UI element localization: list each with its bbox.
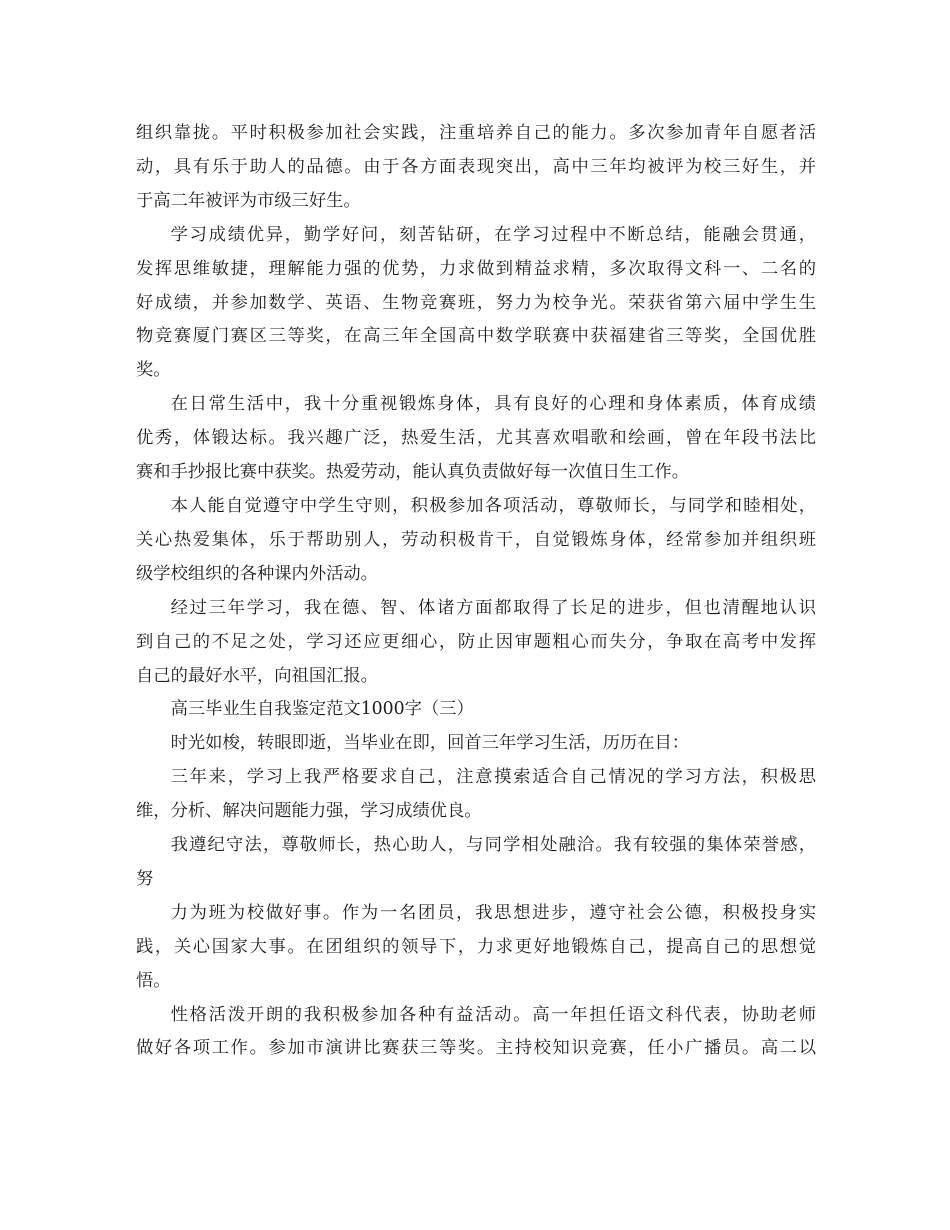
text-line: 时光如梭，转眼即逝，当毕业在即，回首三年学习生活，历历在目： [170,733,690,754]
text-line: 性格活泼开朗的我积极参加各种有益活动。高一年担任语文科代表，协助老师 [170,1004,816,1025]
text-line: 物竞赛厦门赛区三等奖，在高三年全国高中数学联赛中获福建省三等奖，全国优胜 [136,326,816,347]
text-line: 经过三年学习，我在德、智、体诸方面都取得了长足的进步，但也清醒地认识 [170,597,816,618]
text-line: 于高二年被评为市级三好生。 [136,190,361,211]
text-line: 优秀，体锻达标。我兴趣广泛，热爱生活，尤其喜欢唱歌和绘画，曾在年段书法比 [136,428,816,449]
text-line: 学习成绩优异，勤学好问，刻苦钻研，在学习过程中不断总结，能融会贯通， [170,224,816,245]
text-line: 到自己的不足之处，学习还应更细心，防止因审题粗心而失分，争取在高考中发挥 [136,631,816,652]
text-line: 我遵纪守法，尊敬师长，热心助人，与同学相处融洽。我有较强的集体荣誉感， [170,835,816,856]
text-line: 维，分析、解决问题能力强，学习成绩优良。 [136,801,482,822]
text-line: 践，关心国家大事。在团组织的领导下，力求更好地锻炼自己，提高自己的思想觉 [136,936,816,957]
text-line: 自己的最好水平，向祖国汇报。 [136,665,378,686]
text-line: 努 [136,868,154,889]
text-line: 悟。 [136,970,171,991]
text-line: 力为班为校做好事。作为一名团员，我思想进步，遵守社会公德，积极投身实 [170,902,816,923]
text-line: 好成绩，并参加数学、英语、生物竞赛班，努力为校争光。荣获省第六届中学生生 [136,292,816,313]
text-line: 奖。 [136,360,171,381]
text-line: 做好各项工作。参加市演讲比赛获三等奖。主持校知识竞赛，任小广播员。高二以 [136,1038,816,1059]
text-line: 三年来，学习上我严格要求自己，注意摸索适合自己情况的学习方法，积极思 [170,767,816,788]
text-line: 组织靠拢。平时积极参加社会实践，注重培养自己的能力。多次参加青年自愿者活 [136,123,816,143]
text-line: 动，具有乐于助人的品德。由于各方面表现突出，高中三年均被评为校三好生，并 [136,156,816,177]
text-line: 发挥思维敏捷，理解能力强的优势，力求做到精益求精，多次取得文科一、二名的 [136,258,816,279]
text-line: 本人能自觉遵守中学生守则，积极参加各项活动，尊敬师长，与同学和睦相处， [170,495,816,516]
text-line: 级学校组织的各种课内外活动。 [136,563,378,584]
text-line: 在日常生活中，我十分重视锻炼身体，具有良好的心理和身体素质，体育成绩 [170,394,816,415]
document-body [136,117,816,1066]
text-line: 赛和手抄报比赛中获奖。热爱劳动，能认真负责做好每一次值日生工作。 [136,462,690,483]
text-line: 关心热爱集体，乐于帮助别人，劳动积极肯干，自觉锻炼身体，经常参加并组织班 [136,529,816,550]
text-line: 高三毕业生自我鉴定范文1000字（三） [170,699,474,720]
